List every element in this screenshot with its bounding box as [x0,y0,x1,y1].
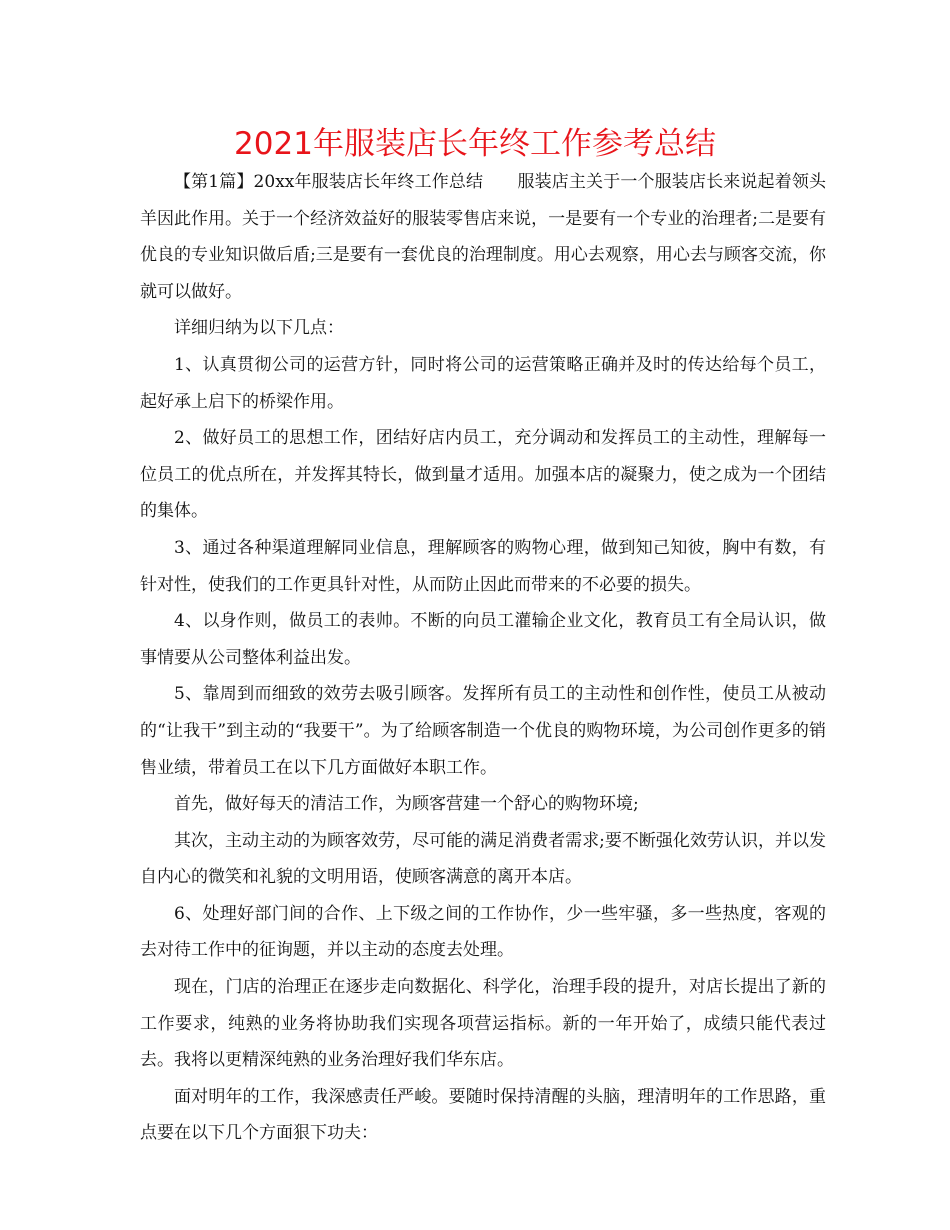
paragraph-summary-lead: 详细归纳为以下几点： [174,318,344,339]
paragraph-first: 首先，做好每天的清洁工作，为顾客营建一个舒心的购物环境; [174,794,639,815]
paragraph-point-6: 6、处理好部门间的合作、上下级之间的工作协作，少一些牢骚，多一些热度，客观的去对待工作中的征询题，并以主动的态度去处理。 [140,903,826,961]
paragraph-point-3: 3、通过各种渠道理解同业信息，理解顾客的购物心理，做到知己知彼，胸中有数，有针对性，使我们的工作更具针对性，从而防止因此而带来的不必要的损失。 [140,537,826,595]
document-title: 2021年服装店长年终工作参考总结 [234,126,716,162]
document-body [140,164,826,1152]
paragraph-point-1: 1、认真贯彻公司的运营方针，同时将公司的运营策略正确并及时的传达给每个员工，起好承上启下的桥梁作用。 [140,354,826,412]
paragraph-intro: 【第1篇】20xx年服装店长年终工作总结 服装店主关于一个服装店长来说起着领头羊因此作用。关于一个经济效益好的服装零售店来说，一是要有一个专业的治理者;二是要有优良的专业知识做后盾;三是要有一套优良的治理制度。用心去观察，用心去与顾客交流，你就可以做好。 [140,172,826,302]
paragraph-point-2: 2、做好员工的思想工作，团结好店内员工，充分调动和发挥员工的主动性，理解每一位员工的优点所在，并发挥其特长，做到量才适用。加强本店的凝聚力，使之成为一个团结的集体。 [140,428,826,522]
paragraph-point-4: 4、以身作则，做员工的表帅。不断的向员工灌输企业文化，教育员工有全局认识，做事情要从公司整体利益出发。 [140,611,826,668]
paragraph-now: 现在，门店的治理正在逐步走向数据化、科学化，治理手段的提升，对店长提出了新的工作要求，纯熟的业务将协助我们实现各项营运指标。新的一年开始了，成绩只能代表过去。我将以更精深纯熟的业务治理好我们华东店。 [140,977,826,1071]
paragraph-next-year: 面对明年的工作，我深感责任严峻。要随时保持清醒的头脑，理清明年的工作思路，重点要在以下几个方面狠下功夫： [140,1086,826,1144]
paragraph-point-5: 5、靠周到而细致的效劳去吸引顾客。发挥所有员工的主动性和创作性，使员工从被动的“让我干”到主动的“我要干”。为了给顾客制造一个优良的购物环境，为公司创作更多的销售业绩，带着员工在以下几方面做好本职工作。 [140,684,826,778]
paragraph-second: 其次，主动主动的为顾客效劳，尽可能的满足消费者需求;要不断强化效劳认识，并以发自内心的微笑和礼貌的文明用语，使顾客满意的离开本店。 [140,830,826,888]
